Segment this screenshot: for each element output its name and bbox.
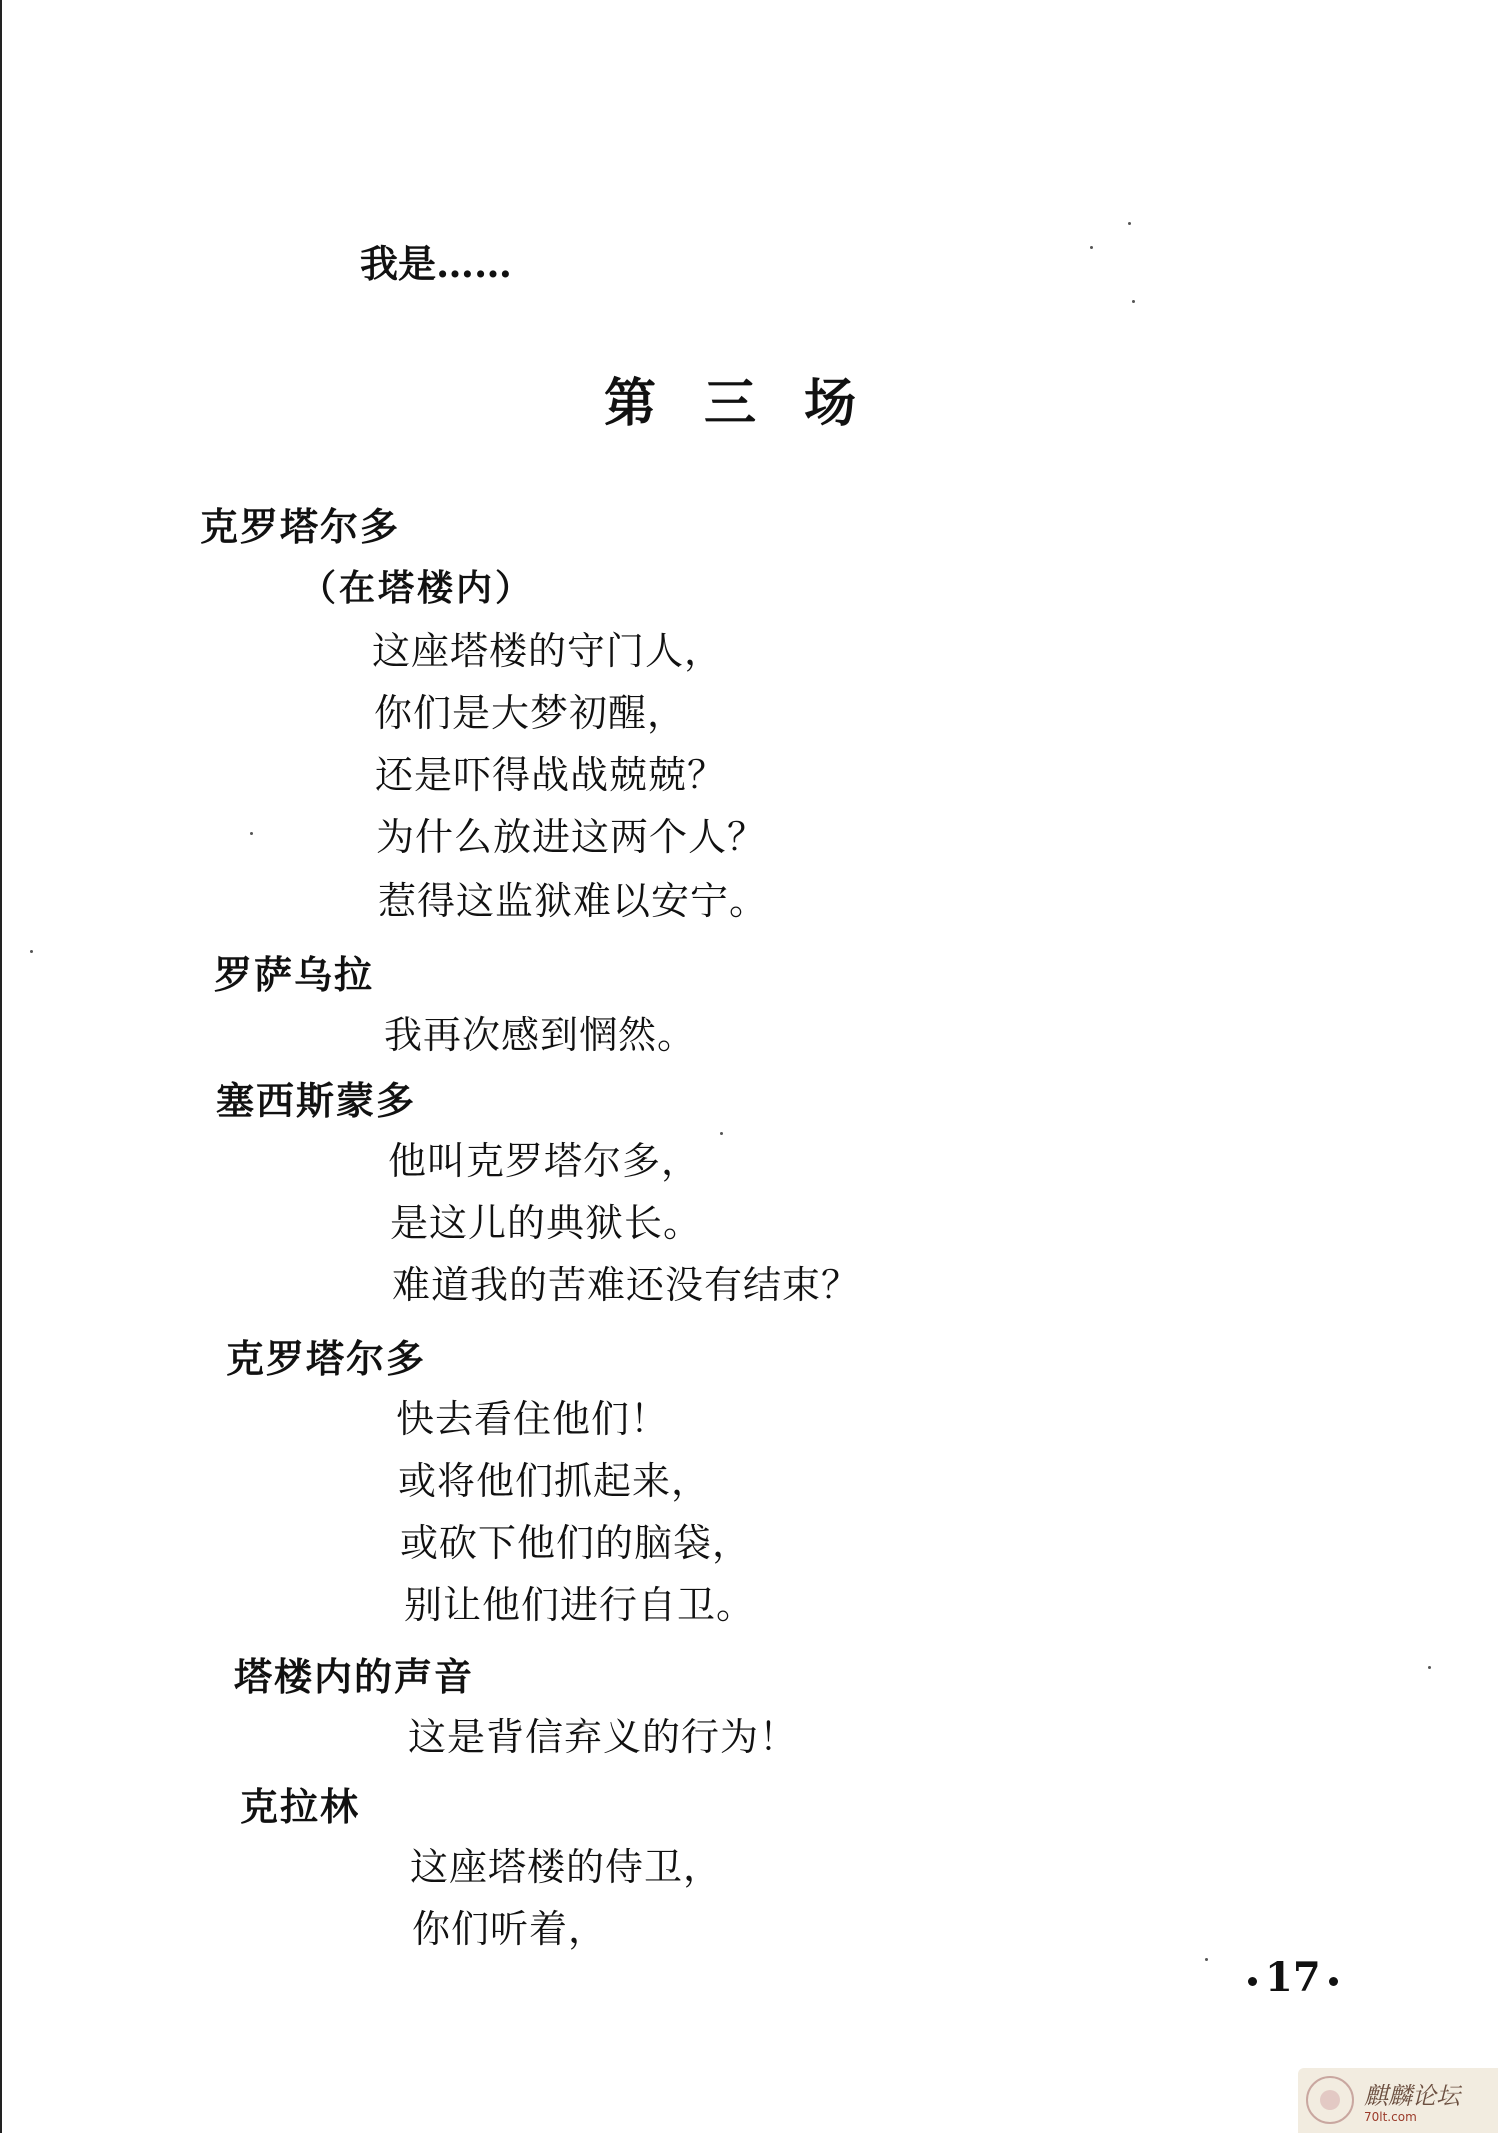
- page-edge: [0, 0, 2, 2133]
- scan-speck: [720, 1132, 723, 1135]
- speaker-name: 塔楼内的声音: [234, 1654, 475, 1699]
- verse-line: 我再次感到惘然。: [384, 1013, 697, 1057]
- scan-speck: [1132, 300, 1135, 303]
- verse-line: 惹得这监狱难以安宁。: [378, 879, 769, 923]
- verse-line: 他叫克罗塔尔多，: [388, 1139, 701, 1183]
- speaker-name: 克罗塔尔多: [226, 1336, 427, 1381]
- previous-line: 我是……: [360, 241, 513, 286]
- watermark-seal-icon: [1306, 2076, 1354, 2124]
- verse-line: 或将他们抓起来，: [398, 1459, 711, 1503]
- page-number-text: 17: [1265, 1954, 1321, 2001]
- scan-speck: [250, 832, 253, 835]
- scan-speck: [1128, 222, 1131, 225]
- speaker-name: 罗萨乌拉: [214, 952, 375, 997]
- verse-line: 你们听着，: [412, 1907, 608, 1951]
- verse-line: 还是吓得战战兢兢？: [375, 753, 727, 797]
- watermark: [1298, 2068, 1498, 2133]
- verse-line: 是这儿的典狱长。: [390, 1201, 703, 1245]
- verse-line: 你们是大梦初醒，: [374, 691, 687, 735]
- verse-line: 为什么放进这两个人？: [376, 815, 767, 859]
- verse-line: 这座塔楼的侍卫，: [410, 1845, 723, 1889]
- bullet-dot: [1248, 1977, 1257, 1986]
- speaker-name: 克罗塔尔多: [200, 504, 401, 549]
- scan-speck: [1090, 246, 1093, 249]
- watermark-title: 麒麟论坛: [1364, 2082, 1460, 2110]
- speaker-name: 塞西斯蒙多: [216, 1078, 417, 1123]
- bullet-dot: [1329, 1977, 1338, 1986]
- speaker-name: 克拉林: [240, 1784, 361, 1829]
- verse-line: 这是背信弃义的行为！: [408, 1715, 799, 1759]
- page-number: [1240, 1954, 1346, 2001]
- stage-direction: （在塔楼内）: [300, 567, 535, 609]
- scan-speck: [1205, 1958, 1208, 1961]
- verse-line: 难道我的苦难还没有结束？: [392, 1263, 861, 1307]
- verse-line: 快去看住他们！: [396, 1397, 670, 1441]
- scan-speck: [30, 950, 33, 953]
- scan-speck: [1428, 1666, 1431, 1669]
- verse-line: 或砍下他们的脑袋，: [400, 1521, 752, 1565]
- verse-line: 别让他们进行自卫。: [404, 1583, 756, 1627]
- verse-line: 这座塔楼的守门人，: [372, 629, 724, 673]
- scene-title: 第三场: [604, 373, 905, 434]
- watermark-site: 70lt.com: [1364, 2110, 1417, 2124]
